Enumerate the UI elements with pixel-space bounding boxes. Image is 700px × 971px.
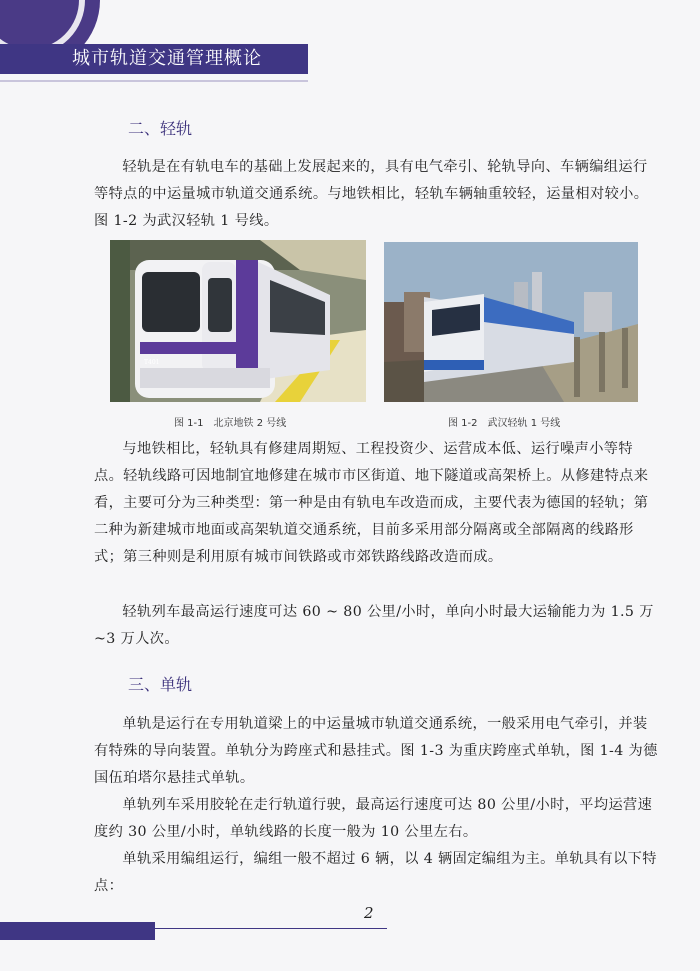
section-heading-light-rail: 二、轻轨 xyxy=(128,119,193,138)
book-title: 城市轨道交通管理概论 xyxy=(72,48,262,69)
paragraph: 单轨采用编组运行，编组一般不超过 6 辆，以 4 辆固定编组为主。单轨具有以下特点： xyxy=(94,851,657,894)
footer-rule xyxy=(155,928,387,929)
photo-beijing-subway-line-2 xyxy=(110,240,366,402)
header-rule xyxy=(0,80,308,82)
photo-wuhan-light-rail-line-1 xyxy=(384,242,638,402)
train-number-label: T401 xyxy=(144,359,160,366)
footer-bar xyxy=(0,922,155,940)
paragraph: 轻轨列车最高运行速度可达 60 ~ 80 公里/小时，单向小时最大运输能力为 1.5 万 ~3 万人次。 xyxy=(94,604,654,647)
paragraph: 单轨列车采用胶轮在走行轨道行驶，最高运行速度可达 80 公里/小时，平均运营速度约 30 公里/小时，单轨线路的长度一般为 10 公里左右。 xyxy=(94,797,653,840)
section-heading-monorail: 三、单轨 xyxy=(128,675,193,694)
figure-caption-1-2: 图 1-2 武汉轻轨 1 号线 xyxy=(448,418,561,429)
page-number: 2 xyxy=(364,904,374,922)
paragraph: 与地铁相比，轻轨具有修建周期短、工程投资少、运营成本低、运行噪声小等特点。轻轨线路可因地制宜地修建在城市市区街道、地下隧道或高架桥上。从修建特点来看，主要可分为三种类型：第一种是由有轨电车改造而成，主要代表为德国的轻轨；第二种为新建城市地面或高架轨道交通系统，目前多采用部分隔离或全部隔离的线路形式；第三种则是利用原有城市间铁路或市郊铁路线路改造而成。 xyxy=(94,441,649,565)
paragraph: 轻轨是在有轨电车的基础上发展起来的，具有电气牵引、轮轨导向、车辆编组运行等特点的中运量城市轨道交通系统。与地铁相比，轻轨车辆轴重较轻，运量相对较小。图 1-2 为武汉轻轨 1 号线。 xyxy=(94,159,649,229)
paragraph: 单轨是运行在专用轨道梁上的中运量城市轨道交通系统，一般采用电气牵引，并装有特殊的导向装置。单轨分为跨座式和悬挂式。图 1-3 为重庆跨座式单轨，图 1-4 为德国伍珀塔尔悬挂式单轨。 xyxy=(94,716,658,786)
figure-caption-1-1: 图 1-1 北京地铁 2 号线 xyxy=(174,418,287,429)
